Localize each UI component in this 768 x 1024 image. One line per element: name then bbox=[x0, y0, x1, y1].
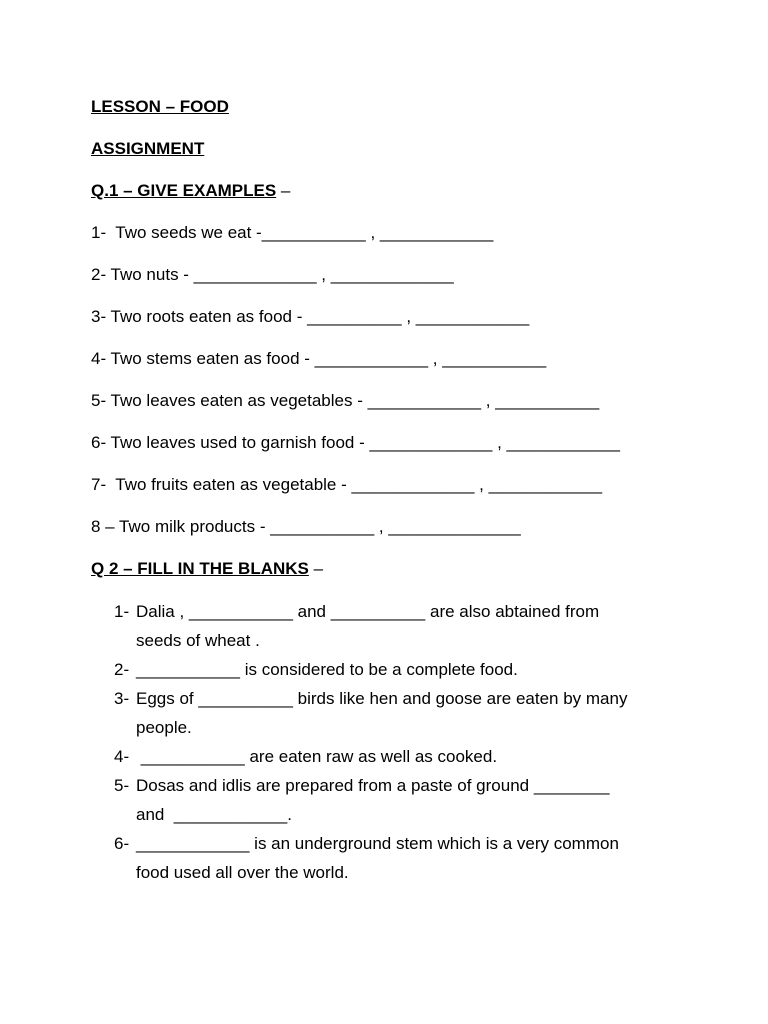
q2-item-text: ____________ is an underground stem which is a very common food used all over the world. bbox=[136, 834, 619, 882]
assignment-heading: ASSIGNMENT bbox=[91, 139, 205, 158]
q2-item-number: 6- bbox=[114, 834, 130, 853]
q2-item-6 bbox=[114, 829, 694, 887]
q2-item-text: ___________ is considered to be a complete food. bbox=[136, 660, 518, 679]
q2-item-text: ___________ are eaten raw as well as cooked. bbox=[136, 747, 498, 766]
q2-item-text: Eggs of __________ birds like hen and goose are eaten by many people. bbox=[136, 689, 628, 737]
q1-item-1: 1- Two seeds we eat -___________ , ____________ bbox=[91, 223, 494, 242]
q2-item-1 bbox=[114, 597, 694, 655]
q2-heading-suffix: – bbox=[308, 559, 324, 578]
q2-item-text: Dosas and idlis are prepared from a paste of ground ________ and ____________. bbox=[136, 776, 610, 824]
q1-item-4: 4- Two stems eaten as food - ____________ , ___________ bbox=[91, 349, 547, 368]
q2-list bbox=[114, 597, 694, 887]
q2-item-number: 4- bbox=[114, 747, 130, 766]
q1-heading-suffix: – bbox=[276, 181, 291, 200]
q1-item-2: 2- Two nuts - _____________ , _____________ bbox=[91, 265, 454, 284]
q2-heading: Q 2 – FILL IN THE BLANKS bbox=[91, 559, 309, 578]
q1-item-7: 7- Two fruits eaten as vegetable - _____________ , ____________ bbox=[91, 475, 603, 494]
lesson-title: LESSON – FOOD bbox=[91, 97, 229, 116]
q1-item-5: 5- Two leaves eaten as vegetables - ____________ , ___________ bbox=[91, 391, 600, 410]
q2-item-number: 2- bbox=[114, 660, 130, 679]
q2-item-number: 1- bbox=[114, 602, 130, 621]
q1-item-8: 8 – Two milk products - ___________ , ______________ bbox=[91, 517, 521, 536]
q2-item-2 bbox=[114, 655, 694, 684]
q1-item-6: 6- Two leaves used to garnish food - _____________ , ____________ bbox=[91, 433, 620, 452]
q2-heading-row bbox=[91, 558, 323, 580]
q2-item-text: Dalia , ___________ and __________ are also abtained from seeds of wheat . bbox=[136, 602, 600, 650]
q2-item-3 bbox=[114, 684, 694, 742]
q1-heading: Q.1 – GIVE EXAMPLES bbox=[91, 181, 277, 200]
q2-item-number: 5- bbox=[114, 776, 130, 795]
q1-item-3: 3- Two roots eaten as food - __________ , ____________ bbox=[91, 307, 530, 326]
q1-heading-row bbox=[91, 180, 290, 202]
q2-item-4 bbox=[114, 742, 694, 771]
q2-item-5 bbox=[114, 771, 694, 829]
q2-item-number: 3- bbox=[114, 689, 130, 708]
